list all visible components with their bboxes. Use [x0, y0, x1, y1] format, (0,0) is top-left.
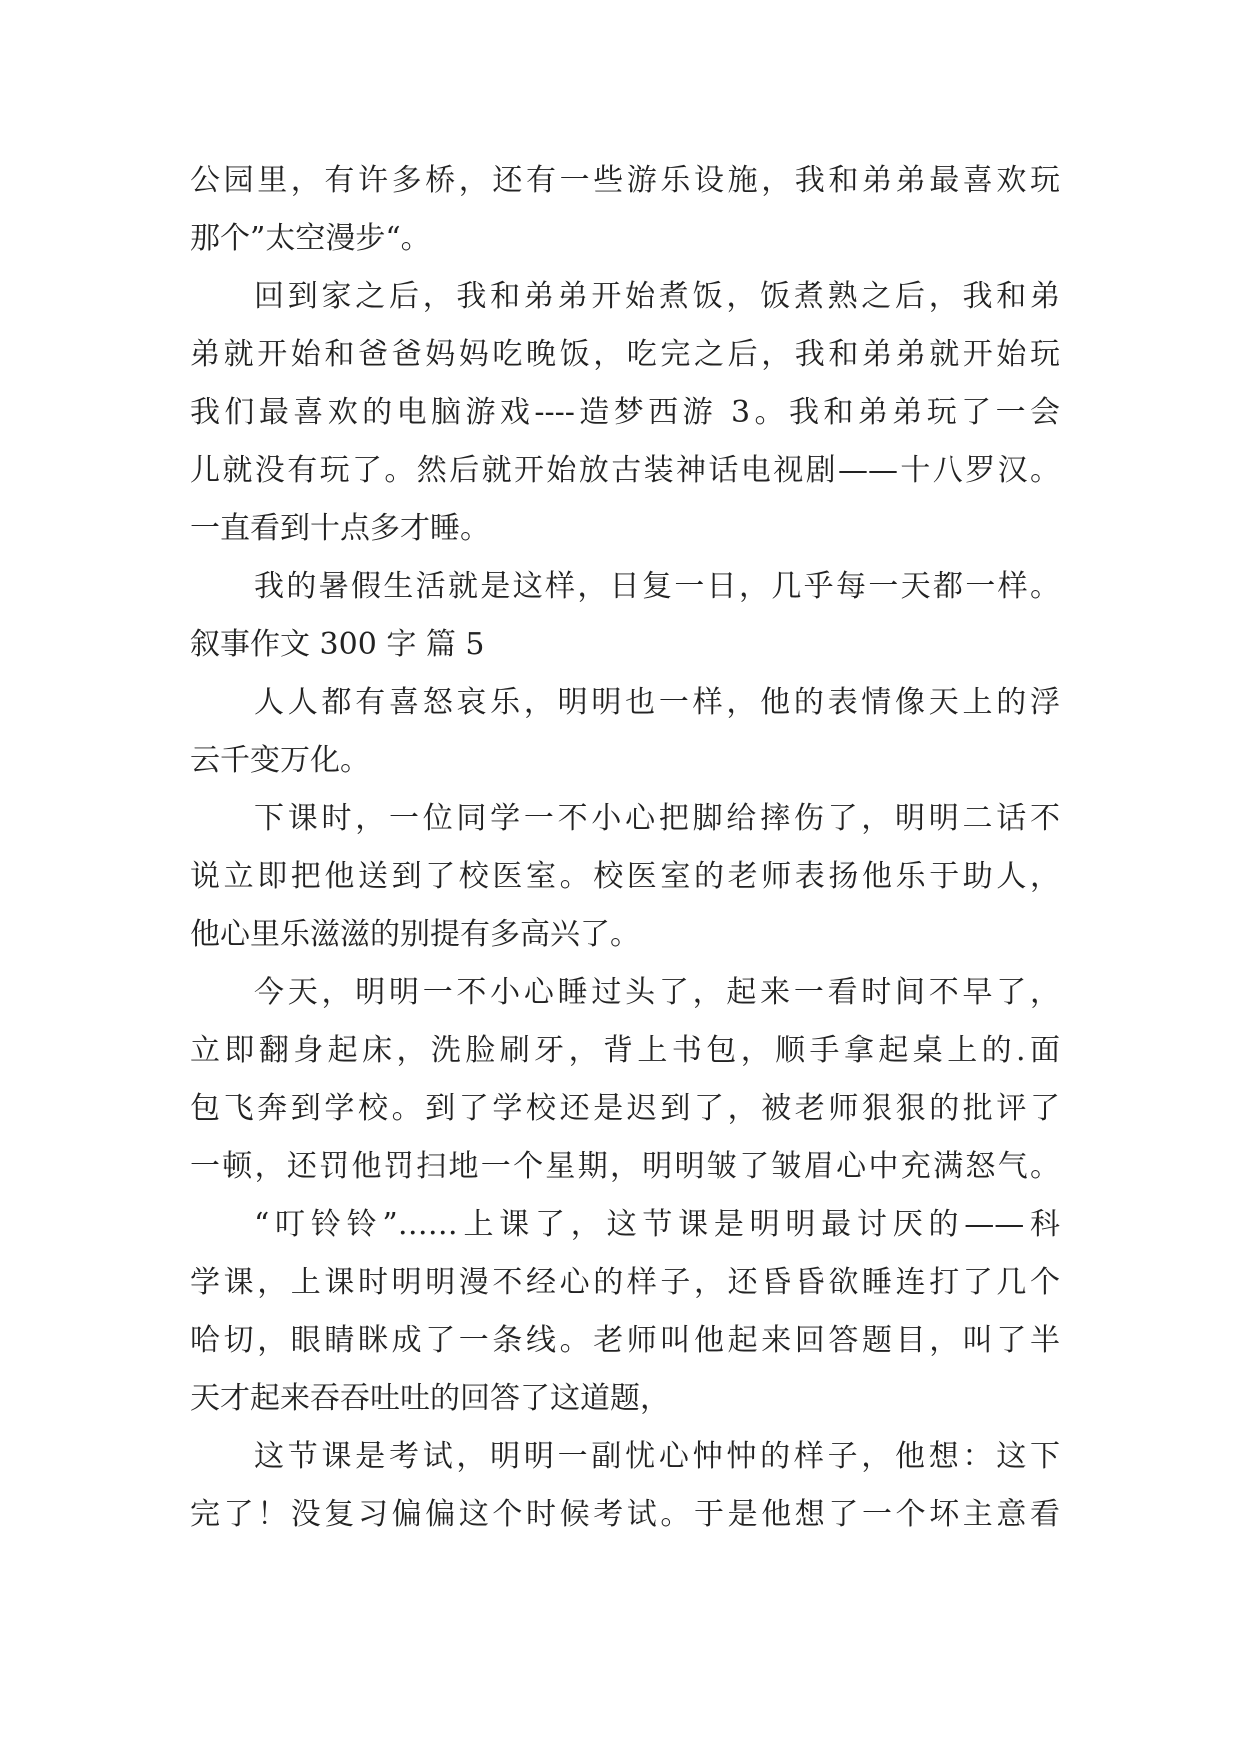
paragraph-line: 完了！没复习偏偏这个时候考试。于是他想了一个坏主意看: [190, 1497, 1060, 1532]
paragraph-line: 弟就开始和爸爸妈妈吃晚饭，吃完之后，我和弟弟就开始玩: [190, 337, 1060, 372]
paragraph-line: 这节课是考试，明明一副忧心忡忡的样子，他想：这下: [254, 1439, 1060, 1474]
section-heading: 叙事作文 300 字 篇 5: [190, 627, 485, 662]
document-page: [190, 152, 1060, 1544]
paragraph-line: 哈切，眼睛眯成了一条线。老师叫他起来回答题目，叫了半: [190, 1323, 1060, 1358]
paragraph-line: 回到家之后，我和弟弟开始煮饭，饭煮熟之后，我和弟: [254, 279, 1060, 314]
paragraph-line: 儿就没有玩了。然后就开始放古装神话电视剧——十八罗汉。: [190, 453, 1060, 488]
paragraph-line: 那个”太空漫步“。: [190, 221, 431, 256]
paragraph-line: 天才起来吞吞吐吐的回答了这道题，: [190, 1381, 670, 1416]
paragraph-line: “叮铃铃”……上课了，这节课是明明最讨厌的——科: [254, 1207, 1060, 1242]
paragraph-line: 我们最喜欢的电脑游戏----造梦西游 3。我和弟弟玩了一会: [190, 395, 1060, 430]
paragraph-line: 公园里，有许多桥，还有一些游乐设施，我和弟弟最喜欢玩: [190, 163, 1060, 198]
paragraph-line: 说立即把他送到了校医室。校医室的老师表扬他乐于助人，: [190, 859, 1060, 894]
paragraph-line: 学课，上课时明明漫不经心的样子，还昏昏欲睡连打了几个: [190, 1265, 1060, 1300]
paragraph-line: 立即翻身起床，洗脸刷牙，背上书包，顺手拿起桌上的.面: [190, 1033, 1060, 1068]
paragraph-line: 我的暑假生活就是这样，日复一日，几乎每一天都一样。: [254, 569, 1060, 604]
paragraph-line: 他心里乐滋滋的别提有多高兴了。: [190, 917, 640, 952]
paragraph-line: 今天，明明一不小心睡过头了，起来一看时间不早了，: [254, 975, 1060, 1010]
paragraph-line: 一顿，还罚他罚扫地一个星期，明明皱了皱眉心中充满怒气。: [190, 1149, 1060, 1184]
paragraph-line: 人人都有喜怒哀乐，明明也一样，他的表情像天上的浮: [254, 685, 1060, 720]
paragraph-line: 一直看到十点多才睡。: [190, 511, 490, 546]
paragraph-line: 云千变万化。: [190, 743, 370, 778]
paragraph-line: 下课时，一位同学一不小心把脚给摔伤了，明明二话不: [254, 801, 1060, 836]
paragraph-line: 包飞奔到学校。到了学校还是迟到了，被老师狠狠的批评了: [190, 1091, 1060, 1126]
